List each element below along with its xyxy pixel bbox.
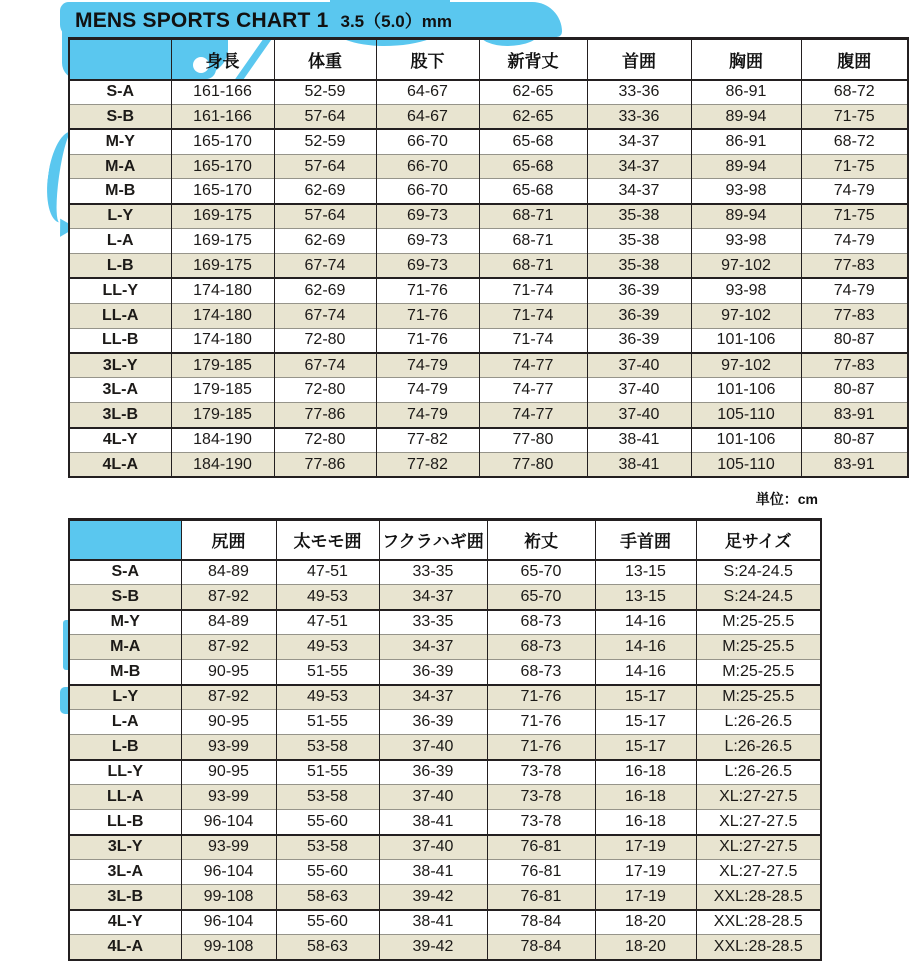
value-cell: 87-92 xyxy=(181,635,276,660)
value-cell: 71-76 xyxy=(376,303,479,328)
value-cell: 71-75 xyxy=(801,154,908,179)
value-cell: 96-104 xyxy=(181,910,276,935)
table-row xyxy=(69,760,821,785)
value-cell: 179-185 xyxy=(171,378,274,403)
value-cell: 90-95 xyxy=(181,760,276,785)
value-cell: 34-37 xyxy=(379,635,487,660)
size-label: 3L-A xyxy=(69,378,171,403)
table-row xyxy=(69,635,821,660)
size-label: 4L-A xyxy=(69,452,171,477)
size-label: L-Y xyxy=(69,685,181,710)
size-label: 3L-Y xyxy=(69,835,181,860)
value-cell: 97-102 xyxy=(691,303,801,328)
value-cell: 80-87 xyxy=(801,328,908,353)
value-cell: 37-40 xyxy=(587,378,691,403)
value-cell: 76-81 xyxy=(487,860,595,885)
value-cell: 37-40 xyxy=(587,403,691,428)
value-cell: 76-81 xyxy=(487,835,595,860)
value-cell: 161-166 xyxy=(171,104,274,129)
column-header: 裄丈 xyxy=(487,520,595,560)
value-cell: 16-18 xyxy=(595,785,696,810)
size-label: 4L-Y xyxy=(69,910,181,935)
value-cell: M:25-25.5 xyxy=(696,685,821,710)
value-cell: S:24-24.5 xyxy=(696,585,821,610)
value-cell: 53-58 xyxy=(276,835,379,860)
value-cell: M:25-25.5 xyxy=(696,660,821,685)
value-cell: 65-68 xyxy=(479,154,587,179)
table-row xyxy=(69,885,821,910)
column-header: 胸囲 xyxy=(691,39,801,80)
value-cell: 38-41 xyxy=(379,910,487,935)
value-cell: 18-20 xyxy=(595,935,696,960)
size-label: S-B xyxy=(69,104,171,129)
table-row xyxy=(69,785,821,810)
column-header: 尻囲 xyxy=(181,520,276,560)
column-header: 体重 xyxy=(274,39,376,80)
value-cell: 55-60 xyxy=(276,860,379,885)
value-cell: 93-98 xyxy=(691,229,801,254)
header-row xyxy=(69,39,908,80)
value-cell: 51-55 xyxy=(276,760,379,785)
unit-label: 単位：cm xyxy=(755,491,818,507)
value-cell: M:25-25.5 xyxy=(696,610,821,635)
value-cell: 37-40 xyxy=(379,785,487,810)
value-cell: 93-99 xyxy=(181,835,276,860)
table-row xyxy=(69,735,821,760)
size-label: LL-Y xyxy=(69,760,181,785)
table-row xyxy=(69,278,908,303)
value-cell: 71-76 xyxy=(487,710,595,735)
value-cell: 57-64 xyxy=(274,204,376,229)
value-cell: 169-175 xyxy=(171,254,274,279)
value-cell: 71-74 xyxy=(479,328,587,353)
value-cell: 77-80 xyxy=(479,452,587,477)
value-cell: 38-41 xyxy=(379,810,487,835)
size-label: L-B xyxy=(69,735,181,760)
table-row xyxy=(69,229,908,254)
value-cell: 34-37 xyxy=(587,179,691,204)
value-cell: 83-91 xyxy=(801,403,908,428)
value-cell: 57-64 xyxy=(274,154,376,179)
value-cell: 34-37 xyxy=(379,585,487,610)
value-cell: 71-75 xyxy=(801,104,908,129)
size-label: L-Y xyxy=(69,204,171,229)
value-cell: 58-63 xyxy=(276,935,379,960)
size-label: LL-A xyxy=(69,785,181,810)
value-cell: 66-70 xyxy=(376,179,479,204)
size-label: L-B xyxy=(69,254,171,279)
value-cell: 101-106 xyxy=(691,428,801,453)
value-cell: 83-91 xyxy=(801,452,908,477)
value-cell: 72-80 xyxy=(274,378,376,403)
size-label: M-Y xyxy=(69,129,171,154)
value-cell: 90-95 xyxy=(181,710,276,735)
value-cell: L:26-26.5 xyxy=(696,760,821,785)
value-cell: 68-73 xyxy=(487,610,595,635)
value-cell: S:24-24.5 xyxy=(696,560,821,585)
value-cell: 62-65 xyxy=(479,104,587,129)
value-cell: 52-59 xyxy=(274,129,376,154)
value-cell: 68-73 xyxy=(487,660,595,685)
value-cell: 93-99 xyxy=(181,785,276,810)
value-cell: 67-74 xyxy=(274,353,376,378)
value-cell: 34-37 xyxy=(587,154,691,179)
value-cell: 77-83 xyxy=(801,353,908,378)
table-row xyxy=(69,179,908,204)
value-cell: 72-80 xyxy=(274,328,376,353)
table-row xyxy=(69,452,908,477)
value-cell: 64-67 xyxy=(376,104,479,129)
upper-size-table xyxy=(68,37,909,478)
column-header: フクラハギ囲 xyxy=(379,520,487,560)
value-cell: 36-39 xyxy=(587,303,691,328)
value-cell: 38-41 xyxy=(587,452,691,477)
column-header: 手首囲 xyxy=(595,520,696,560)
value-cell: 37-40 xyxy=(379,835,487,860)
value-cell: 101-106 xyxy=(691,378,801,403)
value-cell: 16-18 xyxy=(595,760,696,785)
value-cell: 58-63 xyxy=(276,885,379,910)
value-cell: 33-36 xyxy=(587,104,691,129)
value-cell: 17-19 xyxy=(595,860,696,885)
value-cell: 62-65 xyxy=(479,80,587,105)
table-row xyxy=(69,353,908,378)
size-label: LL-A xyxy=(69,303,171,328)
value-cell: 68-71 xyxy=(479,204,587,229)
value-cell: 35-38 xyxy=(587,229,691,254)
value-cell: 36-39 xyxy=(587,328,691,353)
size-label: M-Y xyxy=(69,610,181,635)
table-row xyxy=(69,835,821,860)
value-cell: 17-19 xyxy=(595,885,696,910)
value-cell: 174-180 xyxy=(171,328,274,353)
value-cell: XL:27-27.5 xyxy=(696,835,821,860)
value-cell: 86-91 xyxy=(691,129,801,154)
value-cell: 68-73 xyxy=(487,635,595,660)
value-cell: 179-185 xyxy=(171,353,274,378)
value-cell: 53-58 xyxy=(276,785,379,810)
value-cell: 15-17 xyxy=(595,685,696,710)
value-cell: 69-73 xyxy=(376,229,479,254)
value-cell: 71-74 xyxy=(479,278,587,303)
value-cell: 15-17 xyxy=(595,710,696,735)
value-cell: 34-37 xyxy=(587,129,691,154)
value-cell: 174-180 xyxy=(171,303,274,328)
table-row xyxy=(69,428,908,453)
size-label: 4L-A xyxy=(69,935,181,960)
value-cell: 14-16 xyxy=(595,610,696,635)
chart-title: MENS SPORTS CHART 1 xyxy=(75,9,329,32)
size-label: L-A xyxy=(69,229,171,254)
size-label: 3L-B xyxy=(69,885,181,910)
value-cell: 73-78 xyxy=(487,785,595,810)
value-cell: 13-15 xyxy=(595,560,696,585)
value-cell: 69-73 xyxy=(376,204,479,229)
size-label: M-B xyxy=(69,179,171,204)
value-cell: 169-175 xyxy=(171,204,274,229)
value-cell: 73-78 xyxy=(487,760,595,785)
value-cell: 36-39 xyxy=(587,278,691,303)
value-cell: 51-55 xyxy=(276,710,379,735)
value-cell: 38-41 xyxy=(379,860,487,885)
value-cell: 165-170 xyxy=(171,154,274,179)
value-cell: 71-76 xyxy=(487,735,595,760)
column-header: 太モモ囲 xyxy=(276,520,379,560)
value-cell: 89-94 xyxy=(691,104,801,129)
value-cell: 36-39 xyxy=(379,710,487,735)
value-cell: 84-89 xyxy=(181,610,276,635)
value-cell: 14-16 xyxy=(595,660,696,685)
table-row xyxy=(69,860,821,885)
value-cell: 74-77 xyxy=(479,378,587,403)
value-cell: 90-95 xyxy=(181,660,276,685)
size-label: 3L-B xyxy=(69,403,171,428)
value-cell: 71-76 xyxy=(376,328,479,353)
value-cell: 68-71 xyxy=(479,254,587,279)
value-cell: XL:27-27.5 xyxy=(696,810,821,835)
value-cell: 77-80 xyxy=(479,428,587,453)
value-cell: 74-79 xyxy=(376,378,479,403)
value-cell: 34-37 xyxy=(379,685,487,710)
lower-size-table xyxy=(68,518,822,961)
value-cell: 37-40 xyxy=(587,353,691,378)
value-cell: 74-79 xyxy=(376,353,479,378)
table-row xyxy=(69,303,908,328)
value-cell: 55-60 xyxy=(276,810,379,835)
value-cell: 99-108 xyxy=(181,935,276,960)
value-cell: 71-76 xyxy=(376,278,479,303)
value-cell: 184-190 xyxy=(171,452,274,477)
value-cell: 71-75 xyxy=(801,204,908,229)
table-row xyxy=(69,254,908,279)
table-row xyxy=(69,710,821,735)
value-cell: 77-83 xyxy=(801,254,908,279)
value-cell: 89-94 xyxy=(691,204,801,229)
value-cell: 179-185 xyxy=(171,403,274,428)
table-row xyxy=(69,610,821,635)
value-cell: 184-190 xyxy=(171,428,274,453)
value-cell: 165-170 xyxy=(171,129,274,154)
value-cell: 35-38 xyxy=(587,204,691,229)
value-cell: 49-53 xyxy=(276,585,379,610)
value-cell: 87-92 xyxy=(181,685,276,710)
table-row xyxy=(69,328,908,353)
value-cell: 71-74 xyxy=(479,303,587,328)
value-cell: 78-84 xyxy=(487,910,595,935)
size-label: 3L-Y xyxy=(69,353,171,378)
value-cell: 93-99 xyxy=(181,735,276,760)
value-cell: 68-72 xyxy=(801,80,908,105)
table-row xyxy=(69,585,821,610)
value-cell: 161-166 xyxy=(171,80,274,105)
value-cell: 49-53 xyxy=(276,635,379,660)
value-cell: 15-17 xyxy=(595,735,696,760)
size-label: 3L-A xyxy=(69,860,181,885)
value-cell: 105-110 xyxy=(691,403,801,428)
value-cell: 37-40 xyxy=(379,735,487,760)
value-cell: 97-102 xyxy=(691,254,801,279)
value-cell: 99-108 xyxy=(181,885,276,910)
size-label: 4L-Y xyxy=(69,428,171,453)
size-label: LL-B xyxy=(69,328,171,353)
table-row xyxy=(69,378,908,403)
value-cell: 101-106 xyxy=(691,328,801,353)
value-cell: XL:27-27.5 xyxy=(696,785,821,810)
thickness-spec: 3.5（5.0）mm xyxy=(340,12,452,31)
value-cell: 65-68 xyxy=(479,129,587,154)
value-cell: 77-83 xyxy=(801,303,908,328)
table-row xyxy=(69,403,908,428)
value-cell: 74-79 xyxy=(376,403,479,428)
value-cell: 62-69 xyxy=(274,278,376,303)
value-cell: 33-35 xyxy=(379,610,487,635)
value-cell: 87-92 xyxy=(181,585,276,610)
value-cell: 89-94 xyxy=(691,154,801,179)
value-cell: 64-67 xyxy=(376,80,479,105)
value-cell: 86-91 xyxy=(691,80,801,105)
value-cell: 38-41 xyxy=(587,428,691,453)
value-cell: 169-175 xyxy=(171,229,274,254)
value-cell: 39-42 xyxy=(379,885,487,910)
value-cell: 66-70 xyxy=(376,154,479,179)
value-cell: 68-71 xyxy=(479,229,587,254)
value-cell: 84-89 xyxy=(181,560,276,585)
corner-cell xyxy=(69,520,181,560)
value-cell: XXL:28-28.5 xyxy=(696,910,821,935)
value-cell: 47-51 xyxy=(276,610,379,635)
size-label: L-A xyxy=(69,710,181,735)
value-cell: 71-76 xyxy=(487,685,595,710)
column-header: 新背丈 xyxy=(479,39,587,80)
value-cell: 78-84 xyxy=(487,935,595,960)
value-cell: XXL:28-28.5 xyxy=(696,935,821,960)
size-label: M-A xyxy=(69,154,171,179)
size-label: M-B xyxy=(69,660,181,685)
value-cell: L:26-26.5 xyxy=(696,710,821,735)
value-cell: 77-86 xyxy=(274,403,376,428)
value-cell: 16-18 xyxy=(595,810,696,835)
value-cell: 73-78 xyxy=(487,810,595,835)
table-row xyxy=(69,910,821,935)
value-cell: 77-82 xyxy=(376,428,479,453)
size-label: LL-Y xyxy=(69,278,171,303)
value-cell: 93-98 xyxy=(691,179,801,204)
value-cell: 17-19 xyxy=(595,835,696,860)
value-cell: 105-110 xyxy=(691,452,801,477)
value-cell: 33-36 xyxy=(587,80,691,105)
value-cell: 18-20 xyxy=(595,910,696,935)
value-cell: M:25-25.5 xyxy=(696,635,821,660)
column-header: 足サイズ xyxy=(696,520,821,560)
value-cell: 65-68 xyxy=(479,179,587,204)
value-cell: 97-102 xyxy=(691,353,801,378)
table-row xyxy=(69,560,821,585)
value-cell: 36-39 xyxy=(379,760,487,785)
value-cell: 52-59 xyxy=(274,80,376,105)
table-row xyxy=(69,154,908,179)
value-cell: 96-104 xyxy=(181,810,276,835)
value-cell: 57-64 xyxy=(274,104,376,129)
value-cell: 13-15 xyxy=(595,585,696,610)
value-cell: 67-74 xyxy=(274,254,376,279)
value-cell: 65-70 xyxy=(487,560,595,585)
column-header: 首囲 xyxy=(587,39,691,80)
value-cell: 62-69 xyxy=(274,229,376,254)
table-row xyxy=(69,660,821,685)
value-cell: 74-79 xyxy=(801,229,908,254)
column-header: 身長 xyxy=(171,39,274,80)
table-row xyxy=(69,810,821,835)
table-row xyxy=(69,935,821,960)
value-cell: 53-58 xyxy=(276,735,379,760)
value-cell: XL:27-27.5 xyxy=(696,860,821,885)
column-header: 腹囲 xyxy=(801,39,908,80)
value-cell: 33-35 xyxy=(379,560,487,585)
value-cell: 62-69 xyxy=(274,179,376,204)
table-row xyxy=(69,104,908,129)
value-cell: XXL:28-28.5 xyxy=(696,885,821,910)
value-cell: 80-87 xyxy=(801,378,908,403)
value-cell: 74-79 xyxy=(801,179,908,204)
value-cell: 165-170 xyxy=(171,179,274,204)
value-cell: 74-79 xyxy=(801,278,908,303)
value-cell: 66-70 xyxy=(376,129,479,154)
value-cell: 93-98 xyxy=(691,278,801,303)
size-label: LL-B xyxy=(69,810,181,835)
value-cell: 80-87 xyxy=(801,428,908,453)
page-title xyxy=(75,7,452,33)
value-cell: 47-51 xyxy=(276,560,379,585)
value-cell: 65-70 xyxy=(487,585,595,610)
table-row xyxy=(69,685,821,710)
size-label: S-A xyxy=(69,560,181,585)
value-cell: 77-86 xyxy=(274,452,376,477)
table-row xyxy=(69,204,908,229)
value-cell: 67-74 xyxy=(274,303,376,328)
value-cell: 51-55 xyxy=(276,660,379,685)
column-header: 股下 xyxy=(376,39,479,80)
table-row xyxy=(69,80,908,105)
value-cell: 55-60 xyxy=(276,910,379,935)
value-cell: 74-77 xyxy=(479,403,587,428)
value-cell: 68-72 xyxy=(801,129,908,154)
value-cell: 72-80 xyxy=(274,428,376,453)
value-cell: 35-38 xyxy=(587,254,691,279)
value-cell: 36-39 xyxy=(379,660,487,685)
value-cell: 96-104 xyxy=(181,860,276,885)
value-cell: L:26-26.5 xyxy=(696,735,821,760)
value-cell: 49-53 xyxy=(276,685,379,710)
size-label: M-A xyxy=(69,635,181,660)
value-cell: 76-81 xyxy=(487,885,595,910)
size-label: S-B xyxy=(69,585,181,610)
value-cell: 14-16 xyxy=(595,635,696,660)
value-cell: 74-77 xyxy=(479,353,587,378)
value-cell: 174-180 xyxy=(171,278,274,303)
size-label: S-A xyxy=(69,80,171,105)
value-cell: 77-82 xyxy=(376,452,479,477)
table-row xyxy=(69,129,908,154)
header-row xyxy=(69,520,821,560)
value-cell: 39-42 xyxy=(379,935,487,960)
corner-cell xyxy=(69,39,171,80)
value-cell: 69-73 xyxy=(376,254,479,279)
